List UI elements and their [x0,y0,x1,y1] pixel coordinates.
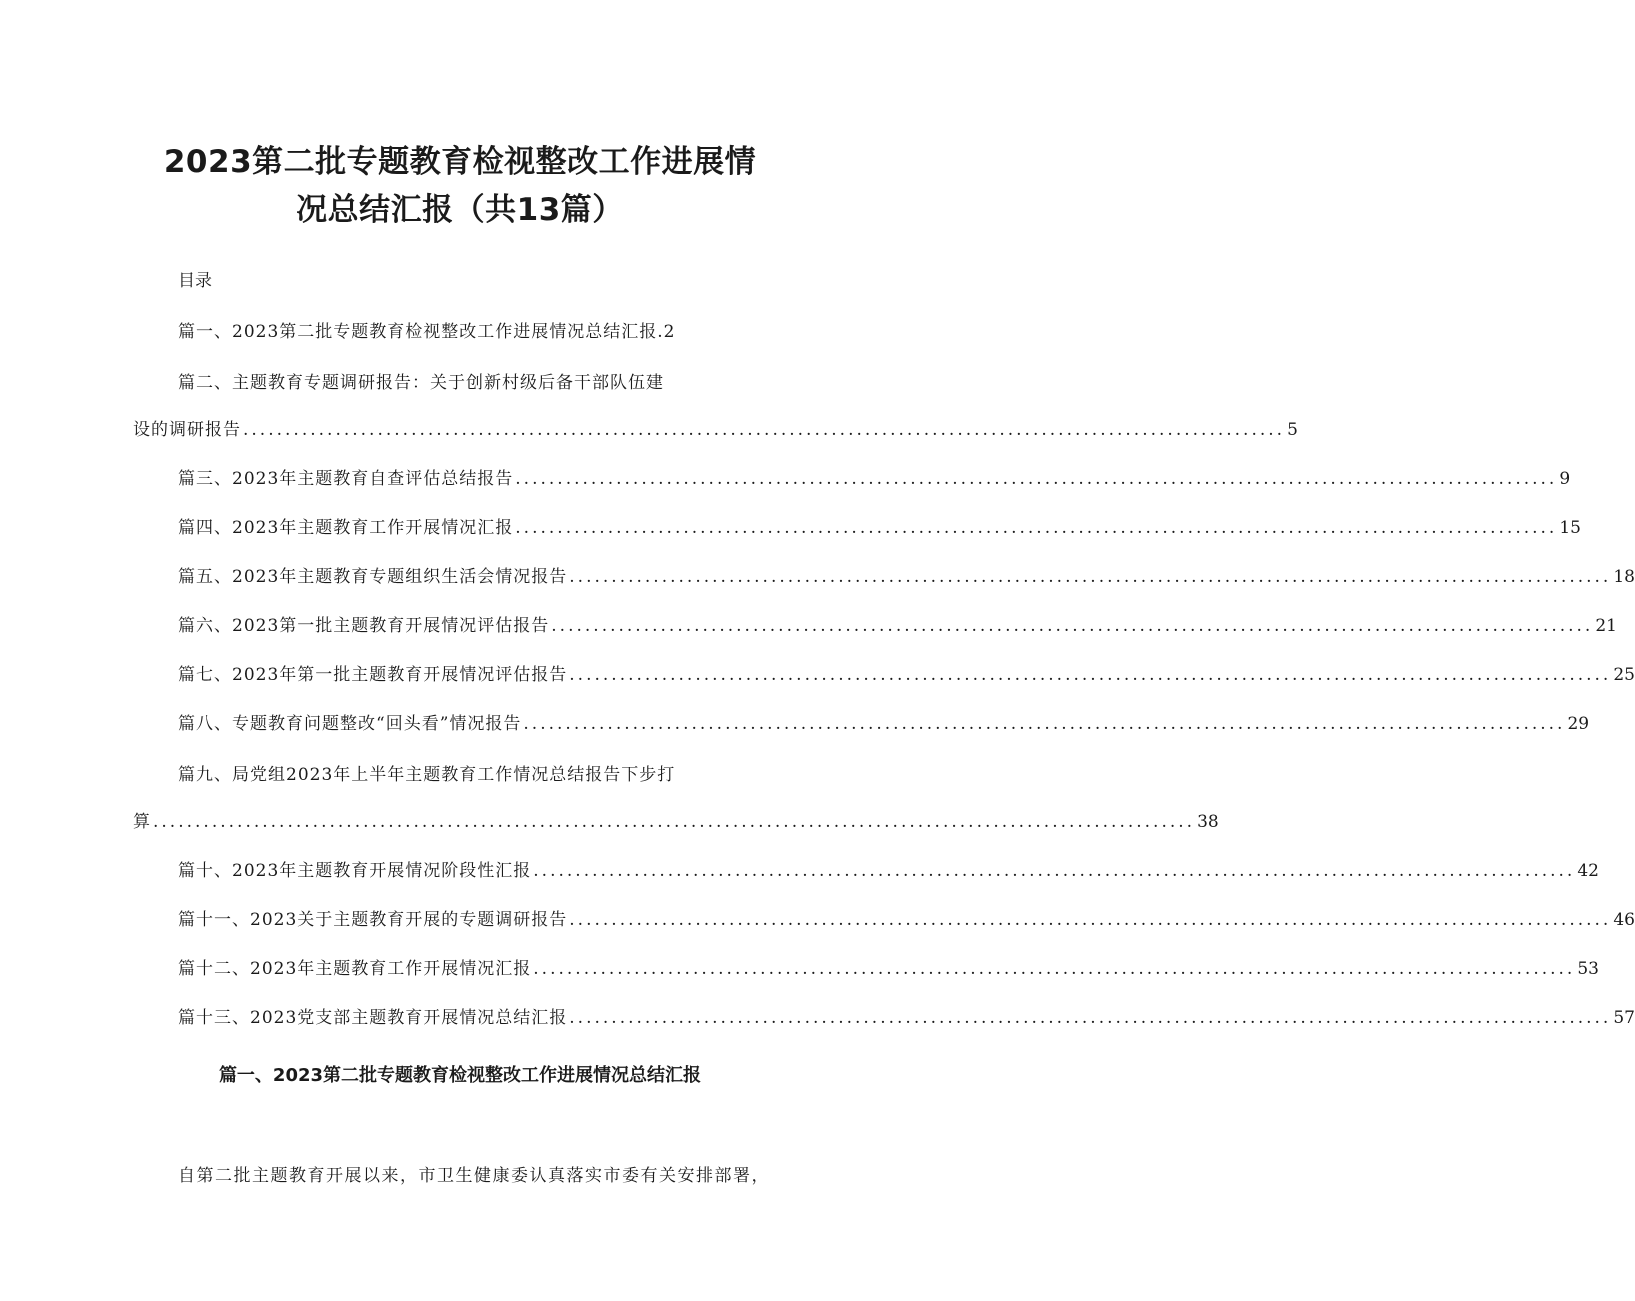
toc-entry-page: 21 [1595,616,1617,636]
toc-entry-label: 篇十、2023年主题教育开展情况阶段性汇报 [178,861,532,881]
toc-entry-12[interactable] [178,955,1599,983]
toc-entry-1[interactable] [178,318,676,346]
toc-heading: 目录 [178,271,212,291]
toc-entry-9[interactable] [178,761,675,789]
toc-entry-page: .2 [657,322,676,342]
toc-entry-label: 篇九、局党组2023年上半年主题教育工作情况总结报告下步打 [178,765,676,785]
toc-entry-5[interactable] [178,563,1635,591]
toc-entry-2[interactable] [178,369,664,397]
toc-entry-label: 篇五、2023年主题教育专题组织生活会情况报告 [178,567,568,587]
section-heading: 篇一、2023第二批专题教育检视整改工作进展情况总结汇报 [218,1065,702,1086]
toc-entry-page: 25 [1613,665,1635,685]
toc-dot-leader: ............................................................................................................................ [515,469,1558,489]
toc-entry-8[interactable] [178,710,1590,738]
toc-dot-leader: ............................................................................................................................ [533,959,1576,979]
toc-entry-page: 42 [1577,861,1599,881]
toc-entry-label: 篇一、2023第二批专题教育检视整改工作进展情况总结汇报 [178,322,658,342]
toc-dot-leader: ............................................................................................................................ [569,665,1612,685]
toc-entry-7[interactable] [178,661,1635,689]
toc-entry-3[interactable] [178,465,1571,493]
toc-entry-10[interactable] [178,857,1599,885]
toc-entry-page: 38 [1197,812,1219,832]
toc-entry-label: 篇二、主题教育专题调研报告：关于创新村级后备干部队伍建 [178,373,664,393]
toc-entry-page: 46 [1613,910,1635,930]
document-title-line-1: 2023第二批专题教育检视整改工作进展情 [163,144,757,180]
toc-dot-leader: ............................................................................................................................ [153,812,1196,832]
toc-entry-label: 篇七、2023年第一批主题教育开展情况评估报告 [178,665,568,685]
toc-dot-leader: ............................................................................................................................ [569,910,1612,930]
toc-entry-page: 15 [1559,518,1581,538]
toc-entry-page: 9 [1559,469,1571,489]
toc-entry-label: 篇八、专题教育问题整改“回头看”情况报告 [178,714,522,734]
toc-entry-page: 29 [1567,714,1590,734]
toc-entry-label: 篇六、2023第一批主题教育开展情况评估报告 [178,616,550,636]
toc-dot-leader: ............................................................................................................................ [569,567,1612,587]
toc-dot-leader: ............................................................................................................................ [533,861,1576,881]
toc-dot-leader: ............................................................................................................................ [515,518,1558,538]
toc-entry-11[interactable] [178,906,1635,934]
toc-entry-page: 18 [1613,567,1635,587]
toc-entry-page: 5 [1287,420,1298,440]
body-paragraph: 自第二批主题教育开展以来，市卫生健康委认真落实市委有关安排部署， [178,1166,770,1186]
toc-entry-2-continuation[interactable] [133,416,1298,444]
toc-entry-page: 53 [1577,959,1599,979]
toc-entry-label: 篇四、2023年主题教育工作开展情况汇报 [178,518,514,538]
document-title-line-2: 况总结汇报（共13篇） [296,192,624,228]
toc-entry-4[interactable] [178,514,1581,542]
toc-entry-label-continuation: 设的调研报告 [133,420,241,440]
toc-entry-label-continuation: 算 [133,812,151,832]
toc-entry-6[interactable] [178,612,1617,640]
toc-entry-page: 57 [1613,1008,1635,1028]
toc-dot-leader: ............................................................................................................................ [569,1008,1612,1028]
toc-entry-label: 篇十一、2023关于主题教育开展的专题调研报告 [178,910,568,930]
toc-entry-13[interactable] [178,1004,1635,1032]
toc-dot-leader: ............................................................................................................................ [523,714,1566,734]
toc-entry-label: 篇三、2023年主题教育自查评估总结报告 [178,469,514,489]
toc-entry-label: 篇十三、2023党支部主题教育开展情况总结汇报 [178,1008,568,1028]
toc-dot-leader: ............................................................................................................................ [243,420,1286,440]
toc-entry-label: 篇十二、2023年主题教育工作开展情况汇报 [178,959,532,979]
toc-entry-9-continuation[interactable] [133,808,1219,836]
toc-dot-leader: ............................................................................................................................ [551,616,1594,636]
